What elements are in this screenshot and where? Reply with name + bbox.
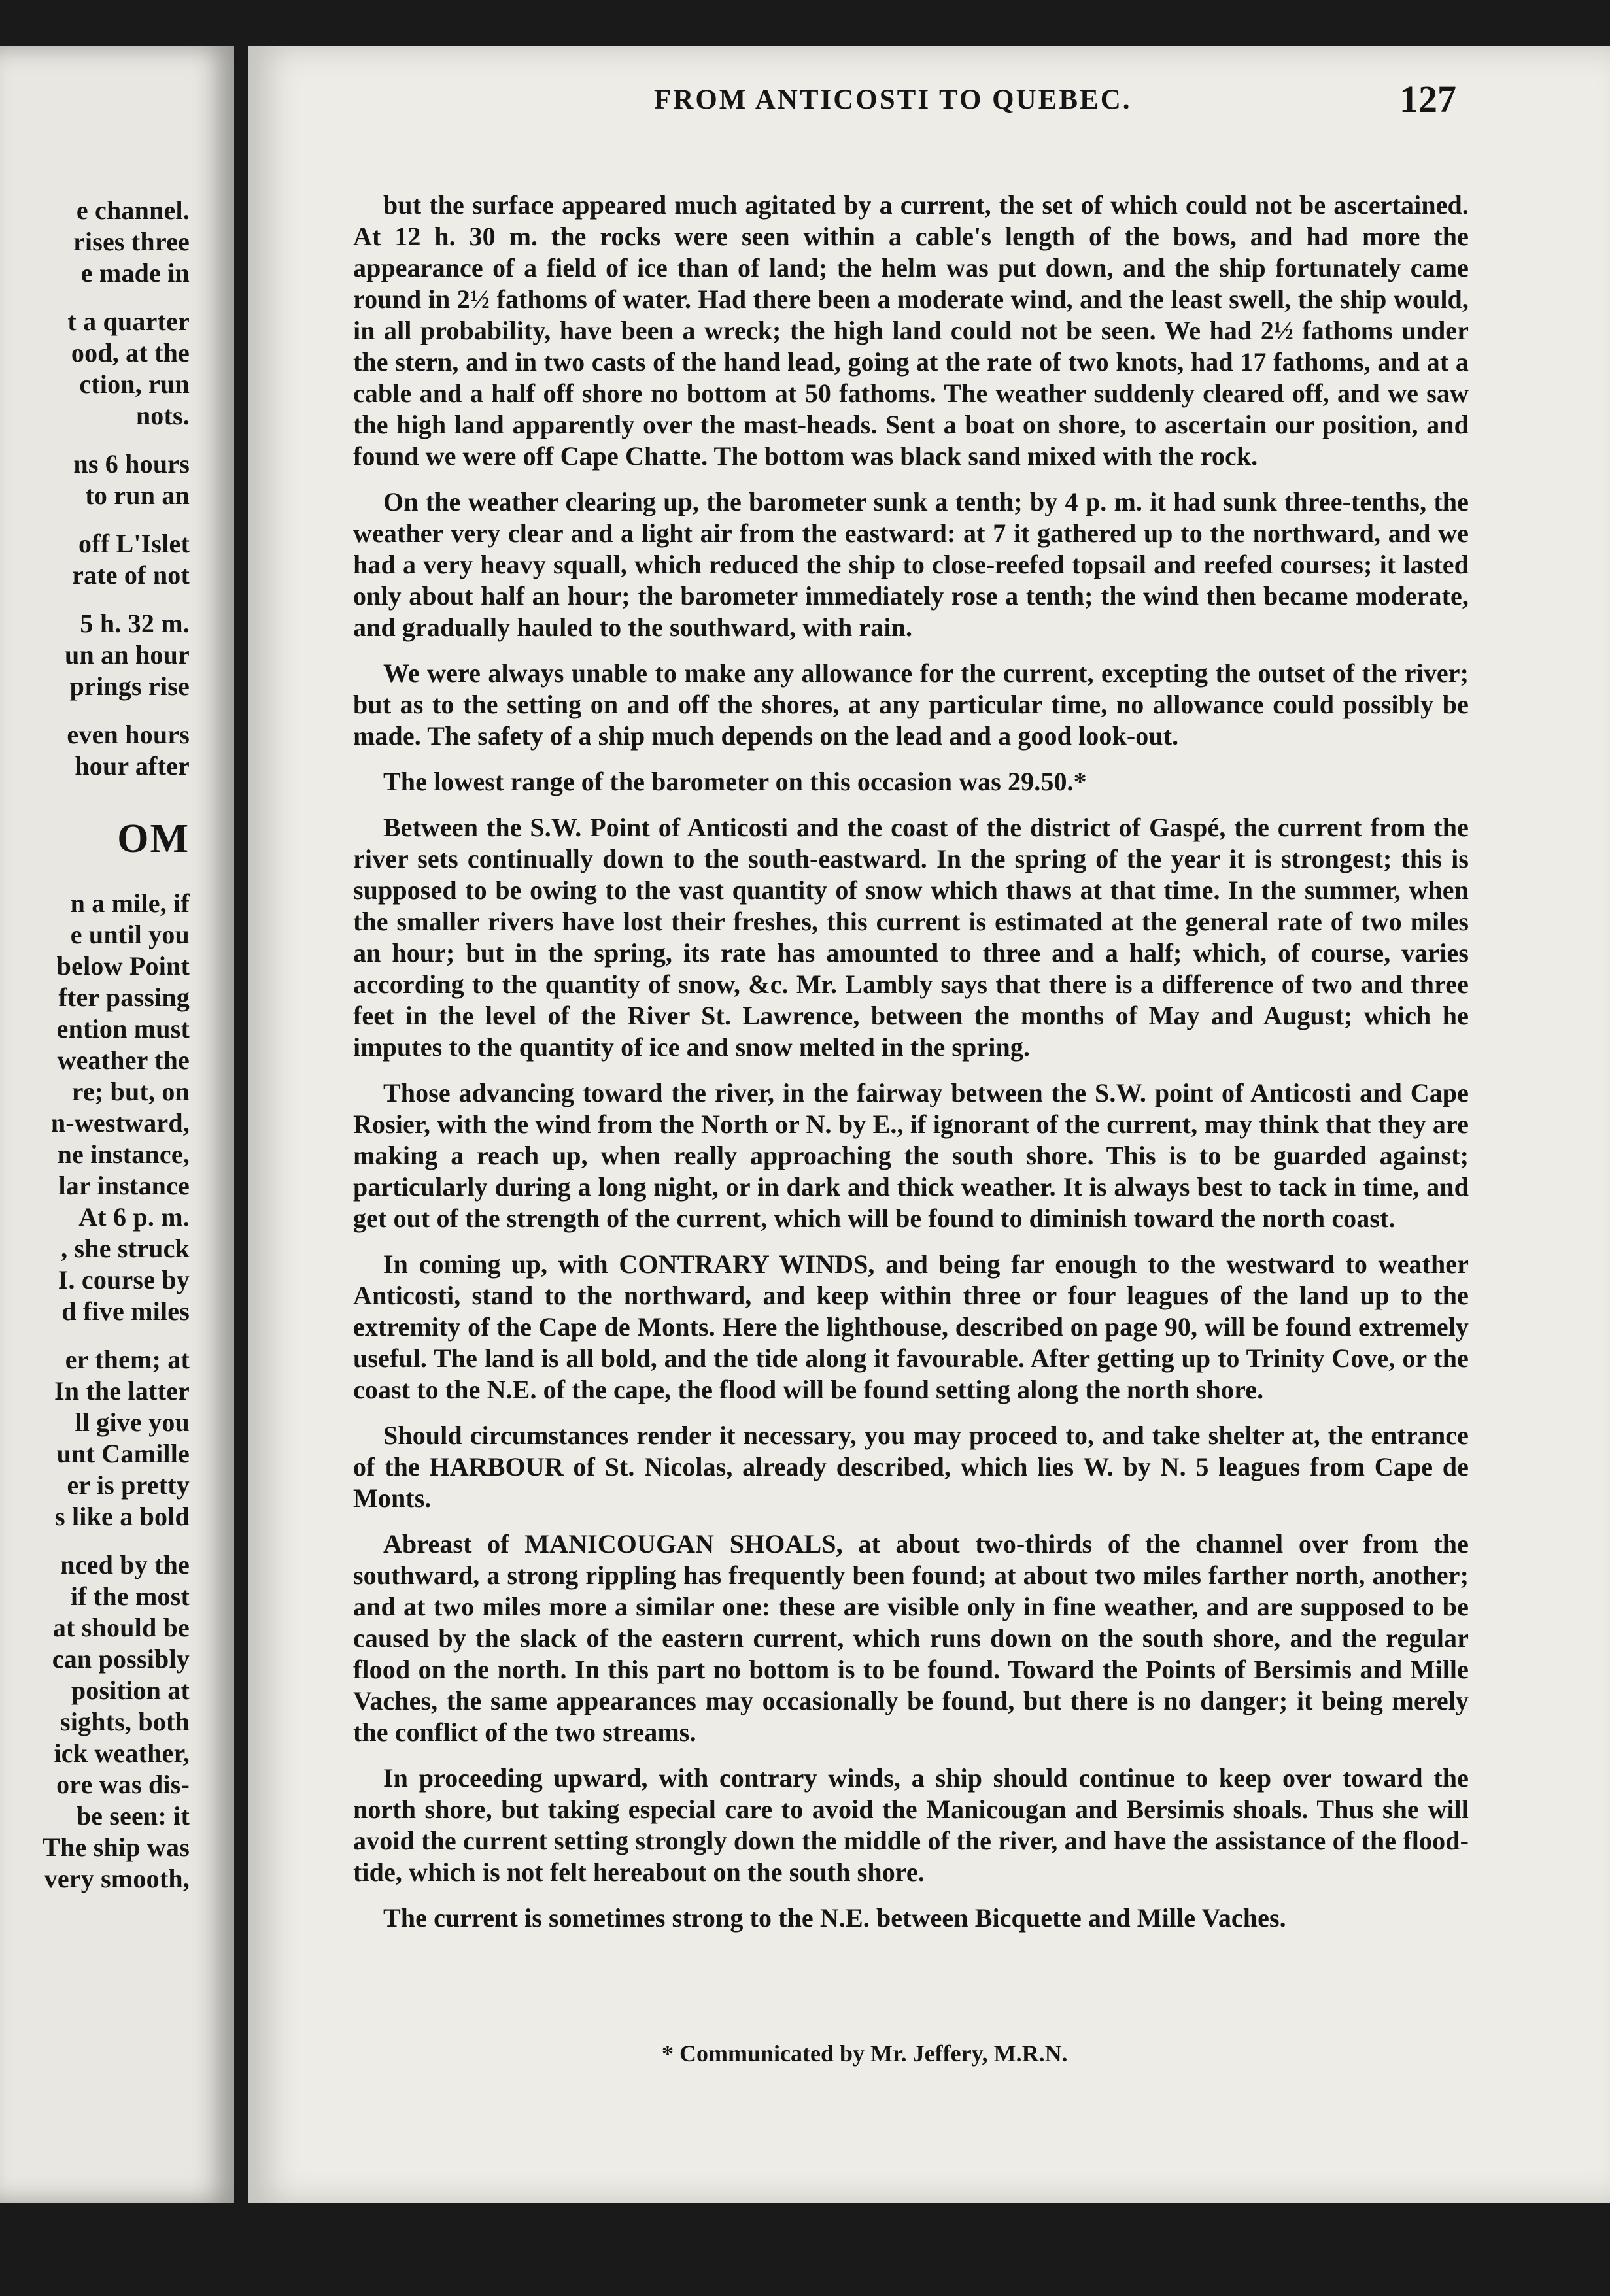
left-text-line: d five miles: [61, 1296, 190, 1326]
left-text-line: lar instance: [58, 1171, 190, 1200]
left-text-line: below Point: [56, 951, 190, 981]
left-text-line: At 6 p. m.: [78, 1202, 190, 1232]
page-number: 127: [1399, 78, 1456, 120]
left-heading-fragment: OM: [117, 817, 190, 861]
running-head: FROM ANTICOSTI TO QUEBEC.: [654, 84, 1132, 115]
left-text-line: to run an: [85, 481, 190, 510]
left-text-line: if the most: [70, 1581, 190, 1611]
left-text-line: t a quarter: [67, 307, 190, 336]
paragraph: In coming up, with CONTRARY WINDS, and being far enough to the westward to weather Anticosti, stand to the northward, and keep within three or four leagues of the land up to the extremity of the Cape de Monts. Here the lighthouse, described on page 90, will be found extremely useful. The land is all bold, and the tide along it favourable. After getting up to Trinity Cove, or the coast to the N.E. of the cape, the flood will be found setting along the north shore.: [353, 1249, 1469, 1404]
left-text-line: hour after: [75, 751, 190, 781]
left-text-line: ne instance,: [57, 1140, 190, 1169]
left-text-line: nced by the: [60, 1550, 190, 1579]
paragraph: Should circumstances render it necessary, you may proceed to, and take shelter at, the entrance of the HARBOUR of St. Nicolas, already described, which lies W. by N. 5 leagues from Cape de Monts.: [353, 1421, 1469, 1513]
paragraph: In proceeding upward, with contrary winds, a ship should continue to keep over toward the north shore, but taking especial care to avoid the Manicougan and Bersimis shoals. Thus she will avoid the current setting strongly down the middle of the river, and have the assistance of the flood-tide, which is not felt hereabout on the south shore.: [353, 1763, 1469, 1887]
left-text-line: In the latter: [54, 1376, 190, 1406]
left-text-line: re; but, on: [71, 1077, 190, 1106]
paragraph: Between the S.W. Point of Anticosti and the coast of the district of Gaspé, the current from the river sets continually down to the south-eastward. In the spring of the year it is strongest; this is supposed to be owing to the vast quantity of snow which thaws at that time. In the summer, when the smaller rivers have lost their freshes, this current is estimated at the general rate of two miles an hour; but in the spring, its rate has amounted to three and a half; which, of course, varies according to the quantity of snow, &c. Mr. Lambly says that there is a difference of two and three feet in the level of the River St. Lawrence, between the months of May and August; which he imputes to the quantity of ice and snow melted in the spring.: [353, 813, 1469, 1062]
left-text-line: very smooth,: [44, 1864, 190, 1893]
left-text-line: be seen: it: [76, 1801, 190, 1831]
left-text-line: , she struck: [61, 1234, 190, 1263]
left-text-line: ore was dis-: [56, 1770, 190, 1799]
left-text-line: I. course by: [58, 1265, 190, 1294]
left-text-line: er them; at: [65, 1345, 190, 1374]
left-text-line: e made in: [80, 258, 190, 288]
left-text-line: n-westward,: [50, 1108, 190, 1138]
left-text-line: sights, both: [60, 1707, 190, 1736]
left-text-line: rate of not: [72, 560, 190, 590]
left-text-line: e channel.: [76, 195, 190, 225]
left-text-line: un an hour: [65, 640, 190, 669]
paragraph: Abreast of MANICOUGAN SHOALS, at about two-thirds of the channel over from the southward, a strong rippling has frequently been found; at about two miles farther north, another; and at two miles more a similar one: these are visible only in fine weather, and are supposed to be caused by the slack of the eastern current, which runs down on the south shore, and the regular flood on the north. In this part no bottom is to be found. Toward the Points of Bersimis and Mille Vaches, the same appearances may occasionally be found, but there is no danger; it being merely the conflict of the two streams.: [353, 1529, 1469, 1747]
paragraph: Those advancing toward the river, in the fairway between the S.W. point of Anticosti and Cape Rosier, with the wind from the North or N. by E., if ignorant of the current, may think that they are making a reach up, when really approaching the south shore. This is to be guarded against; particularly during a long night, or in dark and thick weather. It is always best to tack in time, and get out of the strength of the current, which will be found to diminish toward the north coast.: [353, 1078, 1469, 1233]
left-text-line: er is pretty: [67, 1470, 190, 1500]
left-page-fragment: [0, 46, 234, 2203]
left-text-line: ns 6 hours: [73, 449, 190, 479]
paragraph: The current is sometimes strong to the N.E. between Bicquette and Mille Vaches.: [383, 1903, 1286, 1933]
footnote: * Communicated by Mr. Jeffery, M.R.N.: [662, 2040, 1068, 2067]
left-text-line: ll give you: [75, 1408, 190, 1437]
left-text-line: position at: [71, 1676, 190, 1705]
left-text-line: n a mile, if: [70, 888, 190, 918]
left-text-line: The ship was: [43, 1832, 190, 1862]
left-text-line: at should be: [52, 1613, 190, 1642]
left-text-line: unt Camille: [56, 1439, 190, 1468]
left-text-line: weather the: [57, 1045, 190, 1075]
left-text-line: 5 h. 32 m.: [80, 609, 190, 638]
left-text-line: ick weather,: [54, 1738, 190, 1768]
left-text-line: ood, at the: [71, 338, 190, 367]
left-text-line: e until you: [70, 920, 190, 949]
paragraph: We were always unable to make any allowance for the current, excepting the outset of the river; but as to the setting on and off the shores, at any particular time, no allowance could possibly be made. The safety of a ship much depends on the lead and a good look-out.: [353, 658, 1469, 751]
left-text-line: can possibly: [52, 1644, 190, 1674]
left-text-line: nots.: [135, 401, 190, 430]
left-text-line: fter passing: [58, 983, 190, 1012]
left-text-line: off L'Islet: [78, 529, 190, 558]
left-text-line: rises three: [73, 227, 190, 256]
body-text: [353, 190, 1469, 1948]
left-text-line: prings rise: [69, 671, 190, 701]
paragraph: The lowest range of the barometer on this occasion was 29.50.*: [383, 767, 1087, 796]
left-text-line: ention must: [56, 1014, 190, 1043]
left-text-line: ction, run: [79, 369, 190, 399]
paragraph: but the surface appeared much agitated by a current, the set of which could not be ascertained. At 12 h. 30 m. the rocks were seen within a cable's length of the bows, and had more the appearance of a field of ice than of land; the helm was put down, and the ship fortunately came round in 2½ fathoms of water. Had there been a moderate wind, and the least swell, the ship would, in all probability, have been a wreck; the high land could not be seen. We had 2½ fathoms under the stern, and in two casts of the hand lead, going at the rate of two knots, had 17 fathoms, and at a cable and a half off shore no bottom at 50 fathoms. The weather suddenly cleared off, and we saw the high land apparently over the mast-heads. Sent a boat on shore, to ascertain our position, and found we were off Cape Chatte. The bottom was black sand mixed with the rock.: [353, 190, 1469, 471]
paragraph: On the weather clearing up, the barometer sunk a tenth; by 4 p. m. it had sunk three-tenths, the weather very clear and a light air from the eastward: at 7 it gathered up to the northward, and we had a very heavy squall, which reduced the ship to close-reefed topsail and reefed courses; it lasted only about half an hour; the barometer immediately rose a tenth; the wind then became moderate, and gradually hauled to the southward, with rain.: [353, 487, 1469, 642]
left-text-line: even hours: [67, 720, 190, 749]
left-text-line: s like a bold: [55, 1502, 190, 1531]
